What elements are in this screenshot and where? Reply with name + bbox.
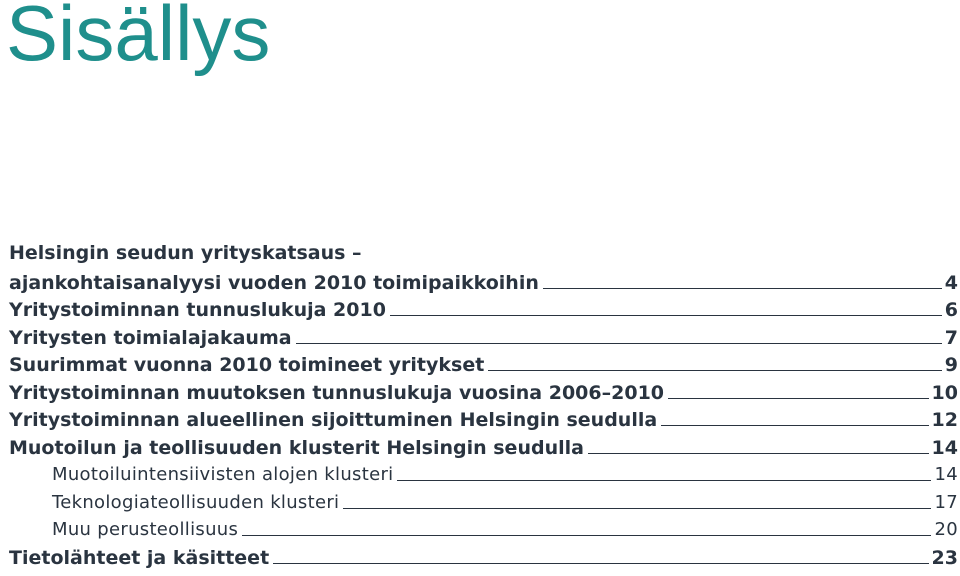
toc-entry-label: ajankohtaisanalyysi vuoden 2010 toimipaikkoihin <box>9 271 539 294</box>
toc-leader-line <box>668 398 929 399</box>
toc-entry-page: 6 <box>944 299 958 321</box>
toc-entry-label: Muotoilun ja teollisuuden klusterit Helsingin seudulla <box>9 436 584 459</box>
toc-leader-line <box>273 563 928 564</box>
toc-leader-line <box>343 508 931 509</box>
toc-leader-line <box>296 343 942 344</box>
table-of-contents <box>9 240 958 569</box>
toc-entry-page: 17 <box>934 491 958 513</box>
toc-entry-alueellinen-sijoittuminen[interactable] <box>9 404 958 432</box>
toc-leader-line <box>242 535 931 536</box>
toc-entry-page: 14 <box>931 436 958 459</box>
toc-leader-line <box>588 453 929 454</box>
toc-leader-line <box>390 315 942 316</box>
toc-entry-page: 10 <box>931 381 958 404</box>
toc-entry-label: Muu perusteollisuus <box>52 519 239 540</box>
toc-entry-page: 23 <box>931 546 958 569</box>
toc-leader-line <box>661 425 928 426</box>
toc-entry-label: Suurimmat vuonna 2010 toimineet yritykset <box>9 354 485 376</box>
toc-entry-suurimmat-yritykset[interactable] <box>9 349 958 377</box>
toc-entry-page: 20 <box>934 519 958 540</box>
toc-entry-label: Yritysten toimialajakauma <box>9 326 292 349</box>
toc-entry-label: Tietolähteet ja käsitteet <box>9 546 270 569</box>
toc-entry-page: 12 <box>931 409 958 431</box>
toc-entry-label: Yritystoiminnan alueellinen sijoittuminen Helsingin seudulla <box>9 409 658 431</box>
toc-subentry-perusteollisuus[interactable] <box>9 514 958 542</box>
toc-entry-muutoksen-tunnuslukuja[interactable] <box>9 376 958 404</box>
toc-entry-toimialajakauma[interactable] <box>9 321 958 349</box>
toc-leader-line <box>488 370 941 371</box>
toc-entry-label: Yritystoiminnan muutoksen tunnuslukuja vuosina 2006–2010 <box>9 381 665 404</box>
toc-entry-label: Muotoiluintensiivisten alojen klusteri <box>52 464 394 485</box>
toc-entry-page: 14 <box>934 464 958 485</box>
toc-entry-label: Teknologiateollisuuden klusteri <box>52 491 340 513</box>
toc-leader-line <box>543 288 942 289</box>
toc-entry-tietolahteet[interactable] <box>9 541 958 569</box>
toc-entry-label: Yritystoiminnan tunnuslukuja 2010 <box>9 299 386 321</box>
toc-entry-page: 9 <box>944 354 958 376</box>
page-title: Sisällys <box>6 0 271 77</box>
toc-subentry-muotoiluintensiiviset[interactable] <box>9 459 958 487</box>
toc-heading-line: Helsingin seudun yrityskatsaus – <box>9 242 362 264</box>
toc-entry-ajankohtaisanalyysi[interactable] <box>9 266 958 294</box>
toc-entry-klusterit[interactable] <box>9 431 958 459</box>
toc-leader-line <box>397 480 931 481</box>
toc-entry-tunnuslukuja-2010[interactable] <box>9 294 958 322</box>
toc-entry-page: 4 <box>944 271 958 294</box>
toc-entry-page: 7 <box>944 326 958 349</box>
toc-subentry-teknologiateollisuus[interactable] <box>9 486 958 514</box>
